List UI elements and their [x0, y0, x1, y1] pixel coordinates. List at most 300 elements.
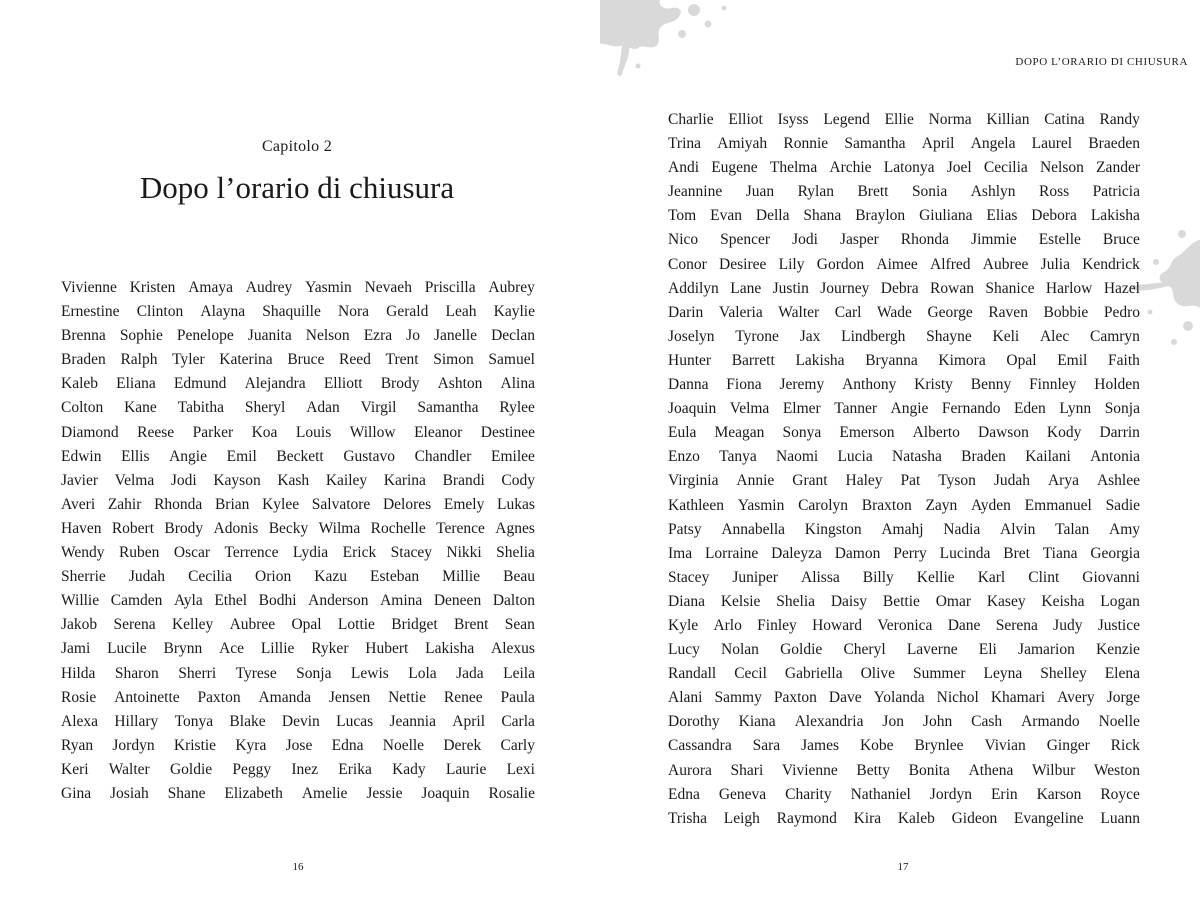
name-word: Isyss [777, 111, 809, 128]
name-word: Ronnie [783, 135, 829, 153]
name-word: Paula [500, 688, 535, 706]
name-word: Bruce [1102, 231, 1140, 249]
name-word: Hubert [365, 640, 409, 658]
name-word: Eliana [116, 375, 156, 393]
text-line [668, 228, 1140, 252]
name-word: Kyle [668, 616, 699, 634]
name-word: Rowan [930, 279, 974, 297]
name-word: Wade [877, 303, 912, 321]
name-word: Elliott [323, 375, 363, 393]
name-word: Koa [251, 423, 278, 441]
name-word: Eli [978, 641, 997, 659]
name-word: Sophie [119, 327, 163, 345]
name-word: Karl [977, 568, 1006, 586]
text-line [668, 686, 1140, 710]
name-word: Kailani [1025, 448, 1071, 466]
name-word: Pedro [1103, 303, 1140, 321]
name-word: Lane [730, 279, 762, 297]
name-word: Beckett [276, 447, 324, 465]
text-line [668, 204, 1140, 228]
name-word: Rosalie [488, 784, 535, 802]
name-word: Leah [445, 303, 477, 321]
name-word: Lottie [337, 616, 375, 634]
name-word: Antonia [1090, 448, 1140, 466]
name-word: Zahir [107, 495, 142, 513]
name-word: Samuel [488, 351, 535, 369]
name-word: Kyra [235, 736, 267, 754]
text-line [668, 590, 1140, 614]
name-word: Fernando [941, 400, 1001, 418]
name-word: Andi [668, 159, 699, 177]
name-word: Virgil [360, 399, 397, 417]
name-word: Dave [828, 689, 862, 707]
name-word: Aubree [982, 255, 1029, 273]
name-word: Rosie [61, 688, 97, 706]
name-word: Elias [986, 207, 1018, 225]
name-word: Lewis [350, 664, 389, 682]
name-word: Latonya [883, 159, 935, 177]
name-word: Karina [383, 471, 426, 489]
name-word: Addilyn [668, 279, 719, 297]
name-word: Ryker [311, 640, 349, 658]
name-word: Conor [668, 255, 707, 273]
name-word: James [801, 737, 840, 755]
name-word: Alec [1039, 327, 1070, 345]
name-word: Renee [443, 688, 483, 706]
name-word: Elizabeth [224, 784, 283, 802]
name-word: Kobe [859, 737, 894, 755]
name-word: Tanner [834, 400, 878, 418]
name-word: Debora [1031, 207, 1077, 225]
name-word: Tabitha [177, 399, 224, 417]
name-word: Yasmin [737, 496, 785, 514]
name-word: Wendy [61, 544, 105, 562]
name-word: Tyrese [235, 664, 277, 682]
name-word: Emil [226, 447, 257, 465]
name-word: Patricia [1092, 183, 1140, 201]
name-word: Catina [1044, 111, 1085, 128]
page-number-left: 16 [292, 861, 304, 873]
name-word: Brett [857, 183, 889, 201]
name-word: Haley [845, 472, 883, 490]
name-word: Vivienne [61, 279, 117, 296]
name-word: Raymond [776, 809, 837, 827]
text-line [668, 445, 1140, 469]
text-line [668, 614, 1140, 638]
name-word: Finley [757, 616, 797, 634]
name-word: Kristie [173, 736, 217, 754]
name-word: Cecilia [188, 568, 232, 586]
name-word: Anderson [308, 592, 369, 610]
name-word: Josiah [110, 784, 149, 802]
name-word: Jon [882, 713, 904, 731]
name-word: Vivian [984, 737, 1026, 755]
name-word: Lakisha [425, 640, 475, 658]
name-word: Erick [342, 544, 377, 562]
name-word: Eden [1013, 400, 1046, 418]
name-word: Cash [971, 713, 1003, 731]
name-word: Jimmie [971, 231, 1017, 249]
name-word: Randy [1099, 111, 1140, 128]
name-word: Harlow [1045, 279, 1093, 297]
text-line [61, 469, 535, 493]
name-word: Barrett [731, 351, 775, 369]
name-word: Diamond [61, 423, 119, 441]
name-word: Olive [860, 665, 895, 683]
name-word: Sonya [782, 424, 822, 442]
name-word: Killian [986, 111, 1030, 128]
name-word: Howard [812, 616, 863, 634]
name-word: Alejandra [244, 375, 306, 393]
text-line [668, 253, 1140, 277]
name-word: Brynn [163, 640, 203, 658]
name-word: Lynn [1059, 400, 1092, 418]
right-page [600, 0, 1200, 922]
chapter-title: Dopo l’orario di chiusura [139, 170, 455, 205]
name-word: Kady [392, 760, 426, 778]
name-word: Darrin [1099, 424, 1140, 442]
name-word: Kenzie [1096, 641, 1140, 659]
name-word: Sheryl [244, 399, 286, 417]
name-word: Willie [61, 592, 100, 610]
name-word: Valeria [718, 303, 763, 321]
name-word: Ima [668, 544, 693, 562]
name-word: Perry [893, 544, 927, 562]
text-line [668, 542, 1140, 566]
name-word: Gerald [386, 303, 429, 321]
right-page-body [668, 108, 1140, 831]
name-word: Declan [491, 327, 535, 345]
name-word: Camryn [1090, 327, 1140, 345]
name-word: Opal [1006, 351, 1037, 369]
name-word: Keisha [1041, 592, 1085, 610]
name-word: Shane [167, 784, 206, 802]
name-word: Leyna [983, 665, 1023, 683]
name-word: Enzo [668, 448, 700, 466]
text-line [668, 373, 1140, 397]
name-word: Kody [1046, 424, 1082, 442]
name-word: Millie [442, 568, 481, 586]
name-word: Bridget [391, 616, 438, 634]
text-line [61, 493, 535, 517]
text-line [61, 613, 535, 637]
name-word: Arya [1047, 472, 1079, 490]
text-line [668, 734, 1140, 758]
name-word: Noelle [382, 736, 425, 754]
name-word: Serena [113, 616, 156, 634]
name-word: Hunter [668, 351, 712, 369]
name-word: Annabella [721, 520, 786, 538]
text-line [668, 638, 1140, 662]
name-word: Benny [970, 376, 1012, 394]
name-word: Pat [900, 472, 921, 490]
name-word: Serena [995, 616, 1038, 634]
name-word: Carla [501, 712, 535, 730]
name-word: Sean [504, 616, 535, 634]
name-word: Thelma [769, 159, 818, 177]
name-word: Karson [1036, 785, 1082, 803]
name-word: Kira [853, 809, 882, 827]
name-word: Nelson [305, 327, 350, 345]
name-word: Priscilla [424, 279, 476, 296]
name-word: Brody [380, 375, 420, 393]
name-word: Keli [992, 327, 1020, 345]
text-line [61, 637, 535, 661]
name-word: Kellie [916, 568, 955, 586]
name-word: Nettie [388, 688, 426, 706]
name-word: Yolanda [873, 689, 925, 707]
text-line [668, 783, 1140, 807]
name-word: Noelle [1098, 713, 1140, 731]
name-word: Tom [668, 207, 697, 225]
name-word: Alberto [912, 424, 960, 442]
name-word: Amaya [188, 279, 233, 296]
name-word: Sherri [178, 664, 217, 682]
name-word: Zayn [925, 496, 958, 514]
name-word: Avery [1057, 689, 1095, 707]
name-word: Paxton [773, 689, 817, 707]
name-word: Gabriella [784, 665, 843, 683]
name-word: Deneen [433, 592, 482, 610]
name-word: Edna [331, 736, 364, 754]
name-word: Fiona [726, 376, 762, 394]
name-word: Erika [338, 760, 372, 778]
name-word: Sadie [1105, 496, 1140, 514]
name-word: Cheryl [843, 641, 886, 659]
name-word: Alissa [801, 568, 840, 586]
name-word: Ross [1038, 183, 1070, 201]
name-word: Kash [277, 471, 310, 489]
text-line [61, 662, 535, 686]
name-word: Emil [1057, 351, 1088, 369]
name-word: Willow [349, 423, 396, 441]
text-line [61, 734, 535, 758]
name-word: Peggy [232, 760, 272, 778]
name-word: Rhonda [154, 495, 203, 513]
name-word: Paxton [197, 688, 241, 706]
name-word: Clinton [136, 303, 184, 321]
name-word: Alexa [61, 712, 99, 730]
name-word: Zander [1096, 159, 1140, 177]
name-word: Antoinette [114, 688, 180, 706]
name-word: Hillary [114, 712, 159, 730]
name-word: Holden [1094, 376, 1140, 394]
text-line [668, 132, 1140, 156]
name-word: Cody [501, 471, 535, 489]
name-word: Dane [947, 616, 981, 634]
text-line [668, 421, 1140, 445]
name-word: Sonja [296, 664, 332, 682]
name-word: Salvatore [311, 495, 371, 513]
name-word: Tyler [172, 351, 205, 369]
name-word: Braylon [855, 207, 906, 225]
name-word: Rylan [797, 183, 834, 201]
name-word: Kathleen [668, 496, 724, 514]
name-word: Alina [500, 375, 535, 393]
name-word: Adonis [213, 519, 259, 537]
name-word: Aurora [668, 761, 712, 779]
name-word: Ellie [884, 111, 914, 128]
name-word: Gustavo [343, 447, 395, 465]
name-word: Arlo [713, 616, 742, 634]
name-word: Brynlee [914, 737, 964, 755]
name-word: Jorge [1106, 689, 1140, 707]
name-word: Beau [503, 568, 535, 586]
name-word: Patsy [668, 520, 702, 538]
name-word: Carly [500, 736, 535, 754]
name-word: Jo [406, 327, 420, 345]
name-word: Sammy [714, 689, 762, 707]
left-page-body [61, 276, 535, 806]
name-word: Bonita [908, 761, 950, 779]
name-word: Braeden [1088, 135, 1140, 153]
name-word: Wilbur [1031, 761, 1076, 779]
name-word: Lucile [107, 640, 147, 658]
name-word: Audrey [245, 279, 293, 296]
name-word: Kayson [213, 471, 261, 489]
name-word: Elena [1104, 665, 1140, 683]
name-word: Bobbie [1043, 303, 1089, 321]
name-word: Janelle [434, 327, 478, 345]
name-word: Reese [137, 423, 175, 441]
name-word: Javier [61, 471, 99, 489]
name-word: Adan [306, 399, 340, 417]
name-word: Laurie [445, 760, 487, 778]
name-word: Brandi [442, 471, 485, 489]
name-word: Gideon [951, 809, 998, 827]
name-word: Becky [268, 519, 309, 537]
name-word: Delores [382, 495, 432, 513]
name-word: Elliot [728, 111, 763, 128]
name-word: Shari [730, 761, 764, 779]
name-word: Shana [803, 207, 842, 225]
name-word: Brian [214, 495, 250, 513]
name-word: Stacey [668, 568, 710, 586]
name-word: Ernestine [61, 303, 120, 321]
name-word: Jordyn [112, 736, 155, 754]
name-word: Angela [970, 135, 1016, 153]
name-word: Vivienne [781, 761, 838, 779]
name-word: Lakisha [795, 351, 845, 369]
name-word: Esteban [370, 568, 420, 586]
name-word: Edwin [61, 447, 102, 465]
name-word: Giovanni [1082, 568, 1140, 586]
name-word: Aimee [876, 255, 918, 273]
name-word: Talan [1055, 520, 1090, 538]
name-word: Desiree [719, 255, 767, 273]
name-word: Joselyn [668, 327, 715, 345]
name-word: Lucinda [939, 544, 991, 562]
name-word: Amahj [881, 520, 924, 538]
name-word: Tiana [1042, 544, 1078, 562]
name-word: Terence [436, 519, 485, 537]
name-word: Jada [456, 664, 484, 682]
name-word: Gordon [816, 255, 865, 273]
name-word: Ethel [214, 592, 248, 610]
text-line [61, 589, 535, 613]
name-word: Haven [61, 519, 102, 537]
text-line [61, 300, 535, 324]
name-word: Lily [778, 255, 805, 273]
name-word: Nathaniel [850, 785, 911, 803]
name-word: April [921, 135, 955, 153]
name-word: Orion [255, 568, 292, 586]
name-word: Katerina [219, 351, 273, 369]
name-word: Tyson [938, 472, 976, 490]
text-line [668, 759, 1140, 783]
name-word: Lucas [336, 712, 374, 730]
name-word: Samantha [844, 135, 906, 153]
name-word: Alvin [1000, 520, 1036, 538]
text-line [61, 276, 535, 300]
text-line [61, 445, 535, 469]
name-word: Oscar [173, 544, 211, 562]
name-word: Lillie [260, 640, 295, 658]
name-word: Shanice [985, 279, 1035, 297]
name-word: Braxton [861, 496, 912, 514]
name-word: Juan [745, 183, 775, 201]
name-word: John [922, 713, 953, 731]
name-word: Sonia [911, 183, 948, 201]
name-word: Kasey [986, 592, 1026, 610]
text-line [668, 518, 1140, 542]
name-word: Lorraine [704, 544, 759, 562]
name-word: Damon [834, 544, 881, 562]
text-line [668, 325, 1140, 349]
name-word: Della [755, 207, 790, 225]
name-word: Amy [1109, 520, 1140, 538]
name-word: Terrence [224, 544, 279, 562]
name-word: Agnes [495, 519, 535, 537]
name-word: Laverne [906, 641, 958, 659]
name-word: Justice [1097, 616, 1140, 634]
name-word: Trina [668, 135, 702, 153]
name-word: Randall [668, 665, 717, 683]
name-word: Rylee [499, 399, 535, 417]
name-word: Gina [61, 784, 92, 802]
name-word: Ashlyn [970, 183, 1016, 201]
name-word: Jodi [170, 471, 197, 489]
name-word: Natasha [892, 448, 942, 466]
name-word: Ryan [61, 736, 94, 754]
name-word: Omar [935, 592, 972, 610]
running-head: DOPO L’ORARIO DI CHIUSURA [1015, 56, 1188, 68]
name-word: Meagan [714, 424, 765, 442]
name-word: Louis [295, 423, 332, 441]
text-line [668, 301, 1140, 325]
name-word: Weston [1093, 761, 1140, 779]
name-word: Opal [291, 616, 322, 634]
name-word: Nevaeh [364, 279, 412, 296]
name-word: Wilma [318, 519, 361, 537]
name-word: Justin [772, 279, 809, 297]
name-word: Charity [785, 785, 832, 803]
name-word: Nico [668, 231, 699, 249]
name-word: Judy [1053, 616, 1083, 634]
name-word: Carl [834, 303, 862, 321]
text-line [61, 758, 535, 782]
name-word: Darin [668, 303, 704, 321]
name-word: Jamarion [1018, 641, 1075, 659]
name-word: Lexi [506, 760, 535, 778]
name-word: Amina [380, 592, 423, 610]
name-word: Blake [229, 712, 266, 730]
name-word: Summer [912, 665, 966, 683]
name-word: Alexandria [794, 713, 864, 731]
name-word: Joel [946, 159, 972, 177]
name-word: Annie [736, 472, 775, 490]
name-word: Daleyza [771, 544, 822, 562]
